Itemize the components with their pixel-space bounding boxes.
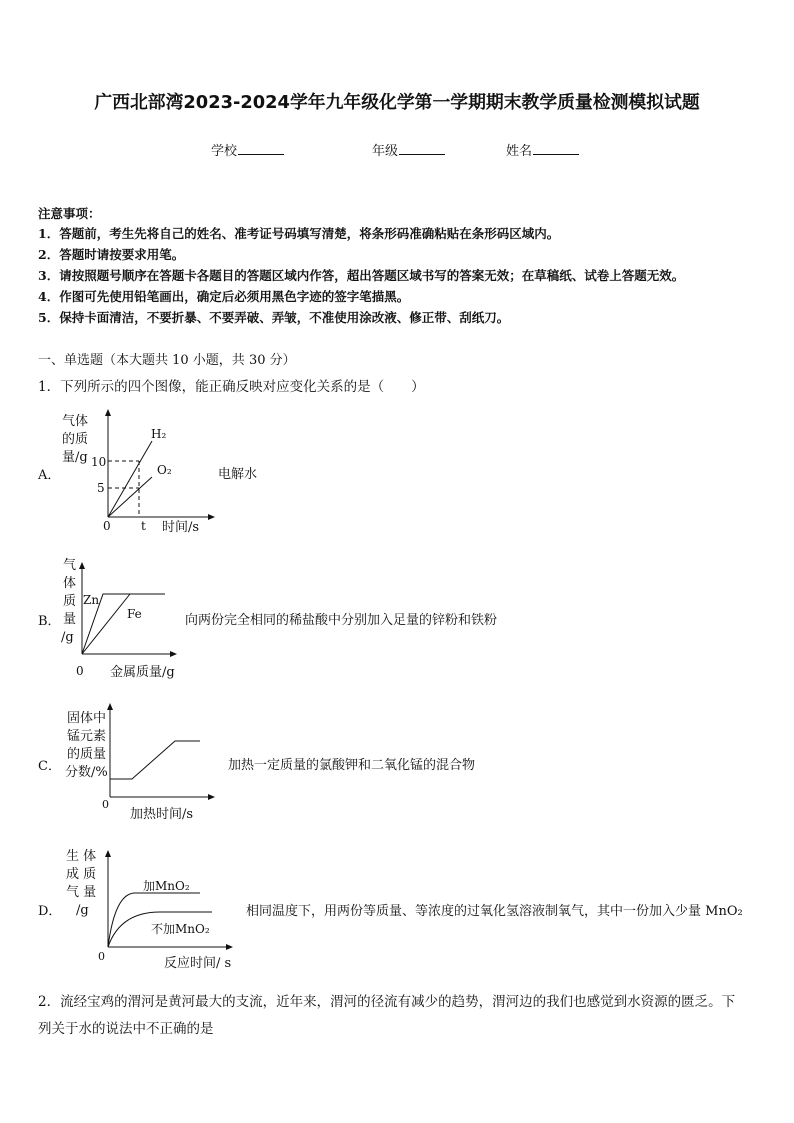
notice-item: 5．保持卡面清洁，不要折暴、不要弄破、弄皱，不准使用涂改液、修正带、刮纸刀。 <box>38 310 510 325</box>
option-c-origin: 0 <box>102 798 109 811</box>
option-b-y-label: 质 <box>63 594 77 609</box>
option-c-y-label: 分数/% <box>65 765 108 780</box>
option-a-x-label: 时间/s <box>162 520 200 535</box>
notice-item: 3．请按照题号顺序在答题卡各题目的答题区域内作答，超出答题区域书写的答案无效；在草稿纸、试卷上答题无效。 <box>38 268 685 283</box>
option-a-desc: 电解水 <box>218 467 258 482</box>
option-b-x-label: 金属质量/g <box>110 665 175 680</box>
option-d-with-mno2-curve <box>108 893 200 947</box>
notice-item: 1．答题前，考生先将自己的姓名、准考证号码填写清楚，将条形码准确粘贴在条形码区域内。 <box>38 226 560 241</box>
option-d-y-label: /g <box>76 903 89 918</box>
option-b-series-fe: Fe <box>127 607 142 621</box>
option-a-y-label: 气体 <box>62 414 89 429</box>
option-a-series-h2: H₂ <box>151 427 167 441</box>
option-a-y-label: 量/g <box>62 450 88 465</box>
option-d-desc: 相同温度下，用两份等质量、等浓度的过氧化氢溶液制氧气，其中一份加入少量 MnO₂ <box>246 904 743 919</box>
page-title: 广西北部湾2023-2024学年九年级化学第一学期期末教学质量检测模拟试题 <box>94 92 700 113</box>
option-a-y-label: 的质 <box>62 432 89 447</box>
option-a-tick-t: t <box>141 519 146 533</box>
option-c-y-label: 锰元素 <box>67 729 107 744</box>
option-b-desc: 向两份完全相同的稀盐酸中分别加入足量的锌粉和铁粉 <box>185 613 498 628</box>
option-c-x-label: 加热时间/s <box>130 807 194 822</box>
option-b-y-label: /g <box>61 630 74 645</box>
option-b-y-label: 量 <box>63 612 77 627</box>
option-d-y-label: 成 质 <box>66 867 97 882</box>
option-c-y-label: 固体中 <box>67 711 107 726</box>
notice-item: 2．答题时请按要求用笔。 <box>38 247 185 262</box>
grade-label: 年级 <box>372 144 399 159</box>
school-label: 学校 <box>211 144 238 159</box>
section-title: 一、单选题（本大题共 10 小题，共 30 分） <box>38 353 296 368</box>
option-b-y-label: 体 <box>63 576 77 591</box>
option-b-series-zn: Zn <box>83 593 100 607</box>
option-c-y-label: 的质量 <box>67 747 107 762</box>
notice-item: 4．作图可先使用铅笔画出，确定后必须用黑色字迹的签字笔描黑。 <box>38 289 410 304</box>
option-b-origin: 0 <box>76 664 84 678</box>
option-c-desc: 加热一定质量的氯酸钾和二氧化锰的混合物 <box>228 758 476 773</box>
option-b-label: B． <box>38 614 61 629</box>
option-d-y-label: 气 量 <box>66 885 97 900</box>
option-d-y-label: 生 体 <box>66 849 97 864</box>
option-d-series-without: 不加MnO₂ <box>151 922 210 936</box>
option-c-label: C． <box>38 759 61 774</box>
question-1-stem: 1．下列所示的四个图像，能正确反映对应变化关系的是（ ） <box>38 379 425 395</box>
option-a-series-o2: O₂ <box>157 463 172 477</box>
notice-heading: 注意事项： <box>38 206 101 221</box>
option-a-label: A． <box>38 468 61 483</box>
option-a-origin: 0 <box>103 519 111 533</box>
name-label: 姓名 <box>506 144 533 159</box>
option-b-y-label: 气 <box>63 558 77 573</box>
option-d-x-label: 反应时间/ s <box>164 956 232 971</box>
option-a-tick-5: 5 <box>97 481 105 495</box>
option-d-origin: 0 <box>98 950 105 963</box>
option-a-tick-10: 10 <box>91 455 107 469</box>
question-2-stem-line2: 列关于水的说法中不正确的是 <box>38 1021 214 1037</box>
option-d-label: D． <box>38 904 62 919</box>
option-d-series-with: 加MnO₂ <box>143 879 190 893</box>
question-2-stem-line1: 2．流经宝鸡的渭河是黄河最大的支流，近年来，渭河的径流有减少的趋势，渭河边的我们也感觉到水资源的匮乏。下 <box>38 994 736 1010</box>
